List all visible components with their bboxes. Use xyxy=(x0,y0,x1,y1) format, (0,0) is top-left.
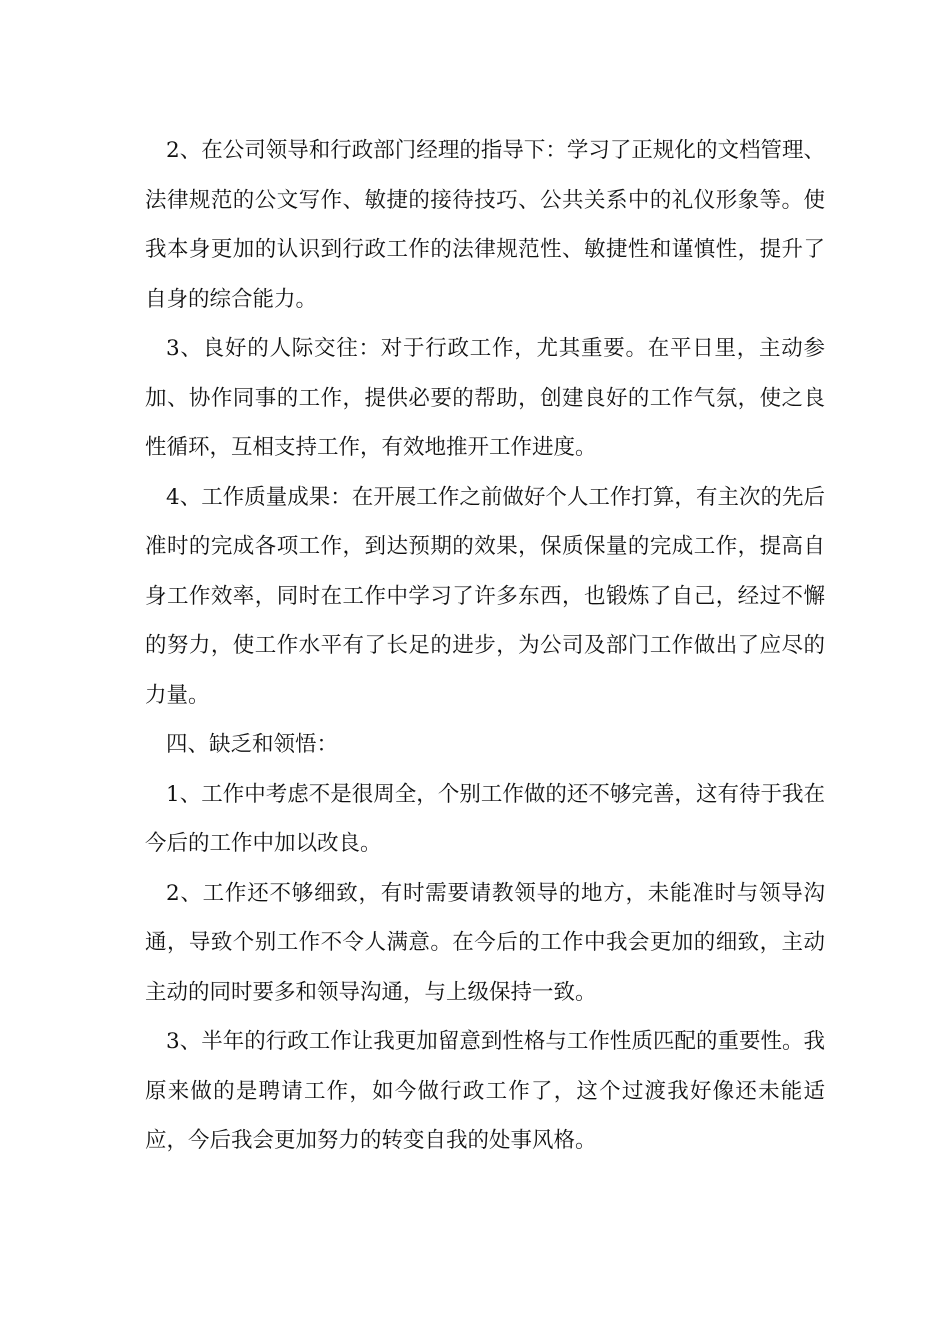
paragraph-item-3-interpersonal: 3、良好的人际交往：对于行政工作，尤其重要。在平日里，主动参加、协作同事的工作，提供必要的帮助，创建良好的工作气氛，使之良性循环，互相支持工作，有效地推开工作进度。 xyxy=(145,336,825,460)
section-heading-shortcomings: 四、缺乏和领悟： xyxy=(166,732,339,757)
paragraph-item-2-guidance: 2、在公司领导和行政部门经理的指导下：学习了正规化的文档管理、法律规范的公文写作、敏捷的接待技巧、公共关系中的礼仪形象等。使我本身更加的认识到行政工作的法律规范性、敏捷性和谨慎性，提升了自身的综合能力。 xyxy=(145,138,825,312)
document-body xyxy=(145,126,825,1166)
paragraph-shortcoming-1: 1、工作中考虑不是很周全，个别工作做的还不够完善，这有待于我在今后的工作中加以改良。 xyxy=(145,781,825,856)
paragraph-shortcoming-3: 3、半年的行政工作让我更加留意到性格与工作性质匹配的重要性。我原来做的是聘请工作，如今做行政工作了，这个过渡我好像还未能适应，今后我会更加努力的转变自我的处事风格。 xyxy=(145,1029,825,1153)
paragraph-shortcoming-2: 2、工作还不够细致，有时需要请教领导的地方，未能准时与领导沟通，导致个别工作不令人满意。在今后的工作中我会更加的细致，主动主动的同时要多和领导沟通，与上级保持一致。 xyxy=(145,880,825,1005)
paragraph-item-4-quality: 4、工作质量成果：在开展工作之前做好个人工作打算，有主次的先后准时的完成各项工作，到达预期的效果，保质保量的完成工作，提高自身工作效率，同时在工作中学习了许多东西，也锻炼了自己，经过不懈的努力，使工作水平有了长足的进步，为公司及部门工作做出了应尽的力量。 xyxy=(145,484,825,708)
